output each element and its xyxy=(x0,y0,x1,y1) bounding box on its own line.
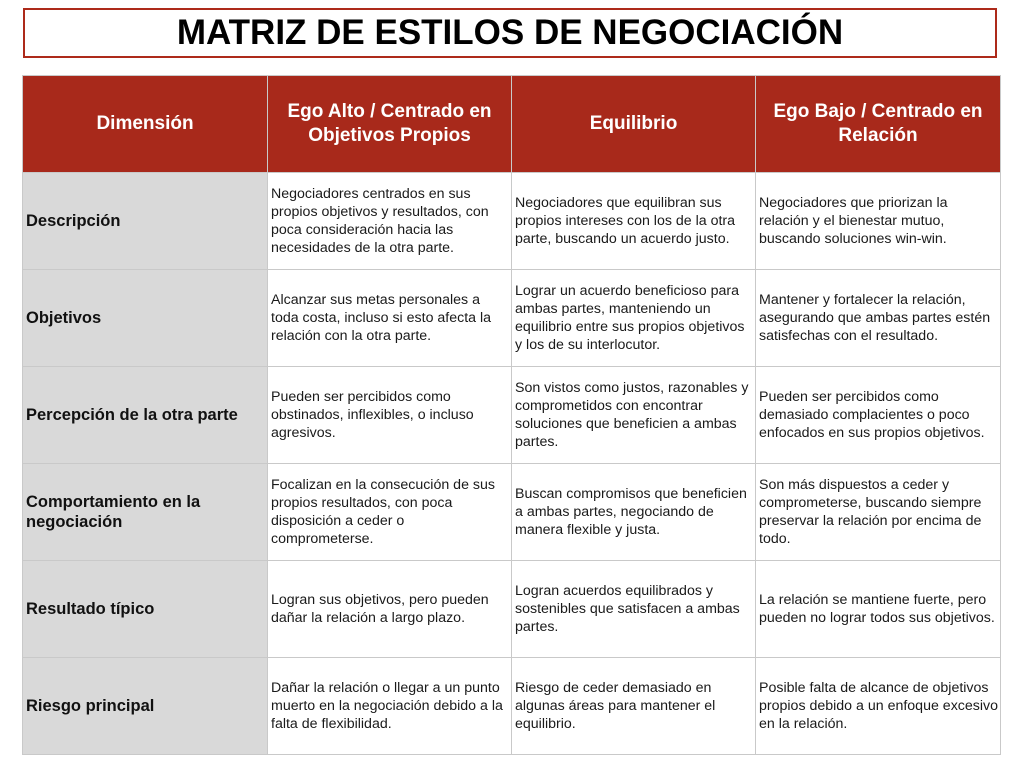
ego-bajo-cell: Posible falta de alcance de objetivos propios debido a un enfoque excesivo en la relación. xyxy=(756,658,1001,755)
dimension-cell: Resultado típico xyxy=(23,561,268,658)
equilibrio-cell: Negociadores que equilibran sus propios intereses con los de la otra parte, buscando un acuerdo justo. xyxy=(512,173,756,270)
ego-bajo-cell: La relación se mantiene fuerte, pero pueden no lograr todos sus objetivos. xyxy=(756,561,1001,658)
table-row xyxy=(23,658,1001,755)
table-row xyxy=(23,561,1001,658)
equilibrio-cell: Lograr un acuerdo beneficioso para ambas partes, manteniendo un equilibrio entre sus propios objetivos y los de su interlocutor. xyxy=(512,270,756,367)
table-row xyxy=(23,173,1001,270)
equilibrio-cell: Logran acuerdos equilibrados y sostenibles que satisfacen a ambas partes. xyxy=(512,561,756,658)
ego-bajo-cell: Pueden ser percibidos como demasiado complacientes o poco enfocados en sus propios objetivos. xyxy=(756,367,1001,464)
dimension-cell: Percepción de la otra parte xyxy=(23,367,268,464)
page-title: MATRIZ DE ESTILOS DE NEGOCIACIÓN xyxy=(176,13,844,52)
ego-bajo-cell: Mantener y fortalecer la relación, asegurando que ambas partes estén satisfechas con el resultado. xyxy=(756,270,1001,367)
header-ego-alto: Ego Alto / Centrado en Objetivos Propios xyxy=(268,76,512,173)
header-row xyxy=(23,76,1001,173)
ego-alto-cell: Pueden ser percibidos como obstinados, inflexibles, o incluso agresivos. xyxy=(268,367,512,464)
equilibrio-cell: Son vistos como justos, razonables y comprometidos con encontrar soluciones que beneficien a ambas partes. xyxy=(512,367,756,464)
dimension-cell: Riesgo principal xyxy=(23,658,268,755)
table-row xyxy=(23,270,1001,367)
dimension-cell: Objetivos xyxy=(23,270,268,367)
title-box xyxy=(23,8,997,58)
ego-alto-cell: Negociadores centrados en sus propios objetivos y resultados, con poca consideración hacia las necesidades de la otra parte. xyxy=(268,173,512,270)
dimension-cell: Comportamiento en la negociación xyxy=(23,464,268,561)
header-dimension: Dimensión xyxy=(23,76,268,173)
table-row xyxy=(23,464,1001,561)
header-ego-bajo: Ego Bajo / Centrado en Relación xyxy=(756,76,1001,173)
negotiation-matrix-table xyxy=(22,75,1001,755)
ego-alto-cell: Alcanzar sus metas personales a toda costa, incluso si esto afecta la relación con la otra parte. xyxy=(268,270,512,367)
header-equilibrio: Equilibrio xyxy=(512,76,756,173)
equilibrio-cell: Buscan compromisos que beneficien a ambas partes, negociando de manera flexible y justa. xyxy=(512,464,756,561)
ego-alto-cell: Dañar la relación o llegar a un punto muerto en la negociación debido a la falta de flexibilidad. xyxy=(268,658,512,755)
equilibrio-cell: Riesgo de ceder demasiado en algunas áreas para mantener el equilibrio. xyxy=(512,658,756,755)
ego-alto-cell: Focalizan en la consecución de sus propios resultados, con poca disposición a ceder o comprometerse. xyxy=(268,464,512,561)
table-row xyxy=(23,367,1001,464)
ego-bajo-cell: Son más dispuestos a ceder y comprometerse, buscando siempre preservar la relación por encima de todo. xyxy=(756,464,1001,561)
ego-bajo-cell: Negociadores que priorizan la relación y el bienestar mutuo, buscando soluciones win-win. xyxy=(756,173,1001,270)
ego-alto-cell: Logran sus objetivos, pero pueden dañar la relación a largo plazo. xyxy=(268,561,512,658)
dimension-cell: Descripción xyxy=(23,173,268,270)
